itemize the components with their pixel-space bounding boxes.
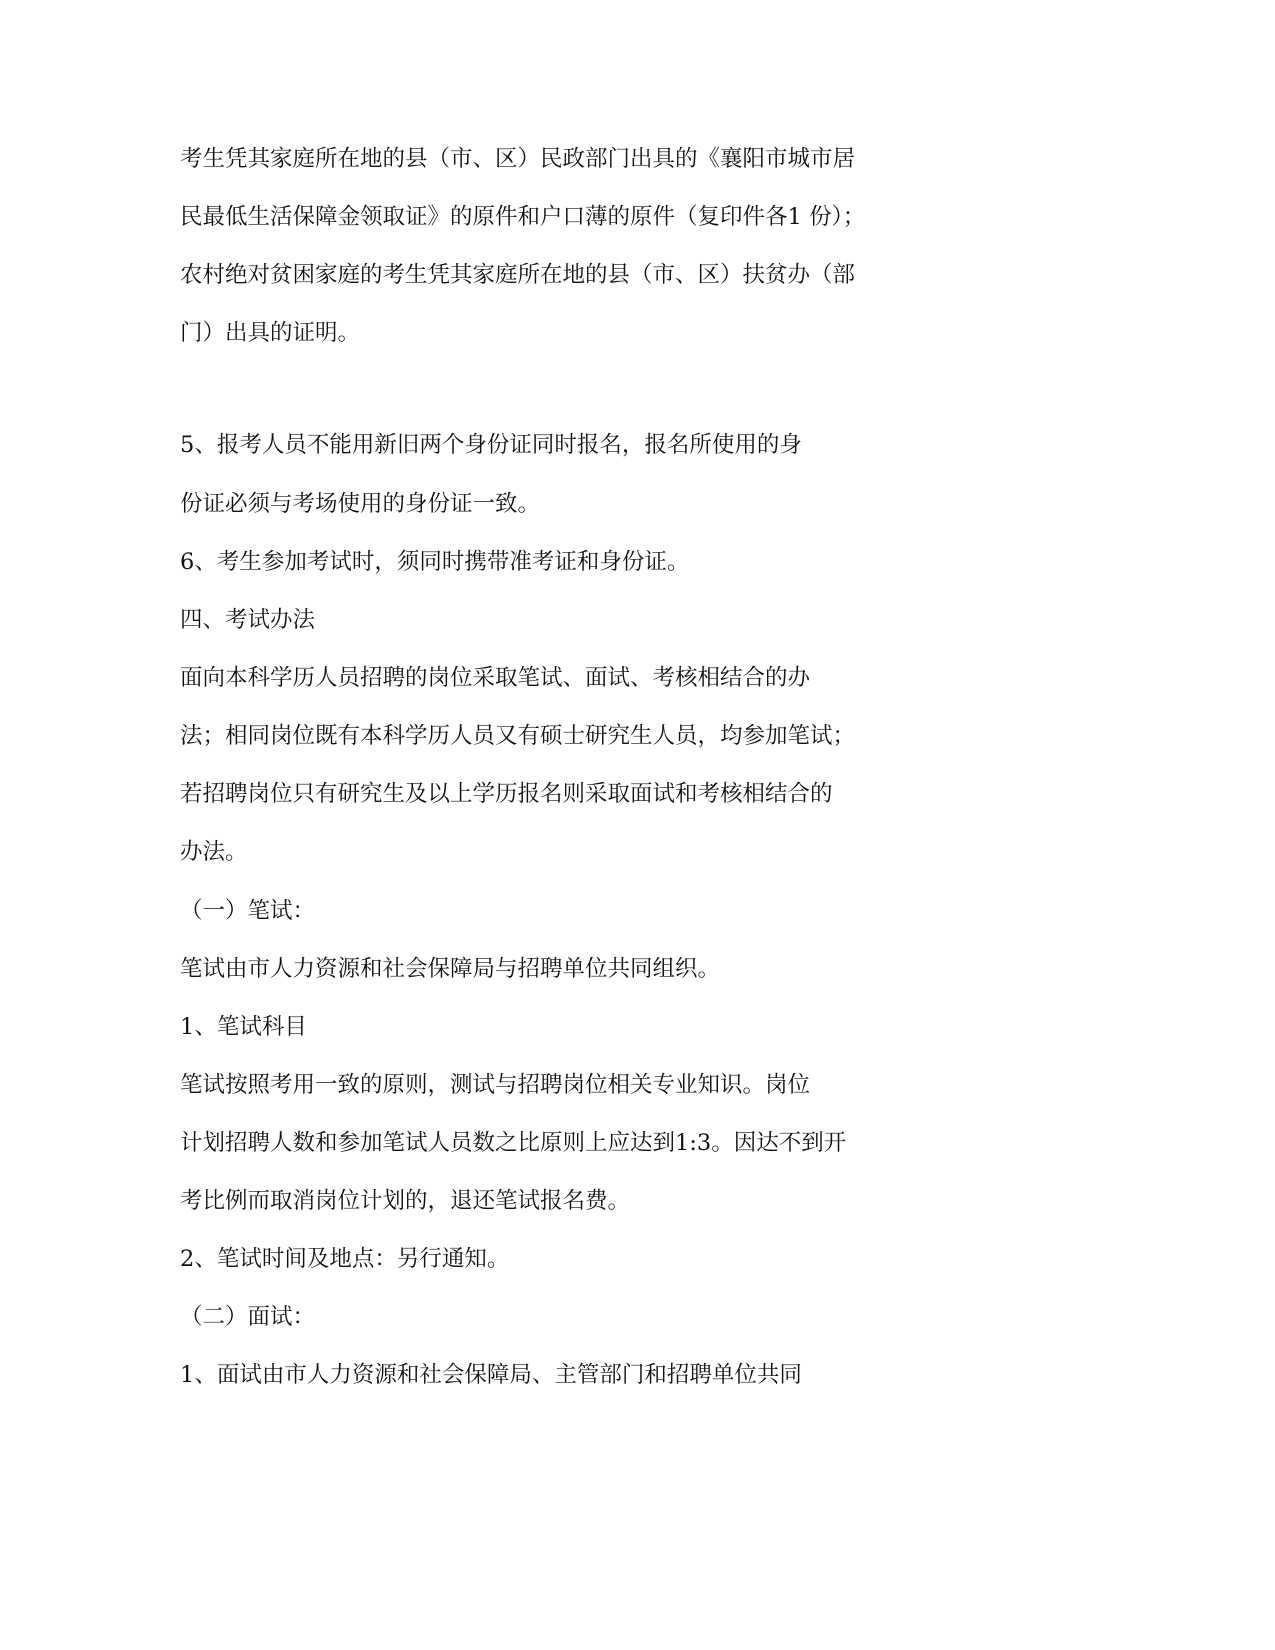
- paragraph-line: 办法。: [180, 839, 248, 865]
- paragraph-line: 6、考生参加考试时，须同时携带准考证和身份证。: [180, 549, 690, 575]
- paragraph-line: 考比例而取消岗位计划的，退还笔试报名费。: [180, 1188, 631, 1214]
- paragraph-line: 面向本科学历人员招聘的岗位采取笔试、面试、考核相结合的办: [180, 665, 811, 691]
- paragraph-line: 门）出具的证明。: [180, 320, 361, 346]
- paragraph-line: 笔试按照考用一致的原则，测试与招聘岗位相关专业知识。岗位: [180, 1072, 811, 1098]
- paragraph-line: 笔试由市人力资源和社会保障局与招聘单位共同组织。: [180, 956, 721, 982]
- section-heading: 四、考试办法: [180, 607, 316, 633]
- paragraph-line: 计划招聘人数和参加笔试人员数之比原则上应达到1:3。因达不到开: [180, 1130, 847, 1156]
- paragraph-line: 考生凭其家庭所在地的县（市、区）民政部门出具的《襄阳市城市居: [180, 146, 856, 172]
- paragraph-line: 农村绝对贫困家庭的考生凭其家庭所在地的县（市、区）扶贫办（部: [180, 262, 856, 288]
- paragraph-line: 2、笔试时间及地点：另行通知。: [180, 1246, 510, 1272]
- subsection-heading: （一）笔试：: [180, 898, 316, 924]
- paragraph-line: 法；相同岗位既有本科学历人员又有硕士研究生人员，均参加笔试；: [180, 723, 856, 749]
- list-item-heading: 1、笔试科目: [180, 1014, 307, 1040]
- paragraph-line: 1、面试由市人力资源和社会保障局、主管部门和招聘单位共同: [180, 1362, 802, 1388]
- subsection-heading: （二）面试：: [180, 1304, 316, 1330]
- paragraph-line: 民最低生活保障金领取证》的原件和户口薄的原件（复印件各1 份）；: [180, 204, 866, 230]
- paragraph-line: 若招聘岗位只有研究生及以上学历报名则采取面试和考核相结合的: [180, 781, 833, 807]
- paragraph-line: 5、报考人员不能用新旧两个身份证同时报名，报名所使用的身: [180, 432, 802, 458]
- paragraph-line: 份证必须与考场使用的身份证一致。: [180, 491, 541, 517]
